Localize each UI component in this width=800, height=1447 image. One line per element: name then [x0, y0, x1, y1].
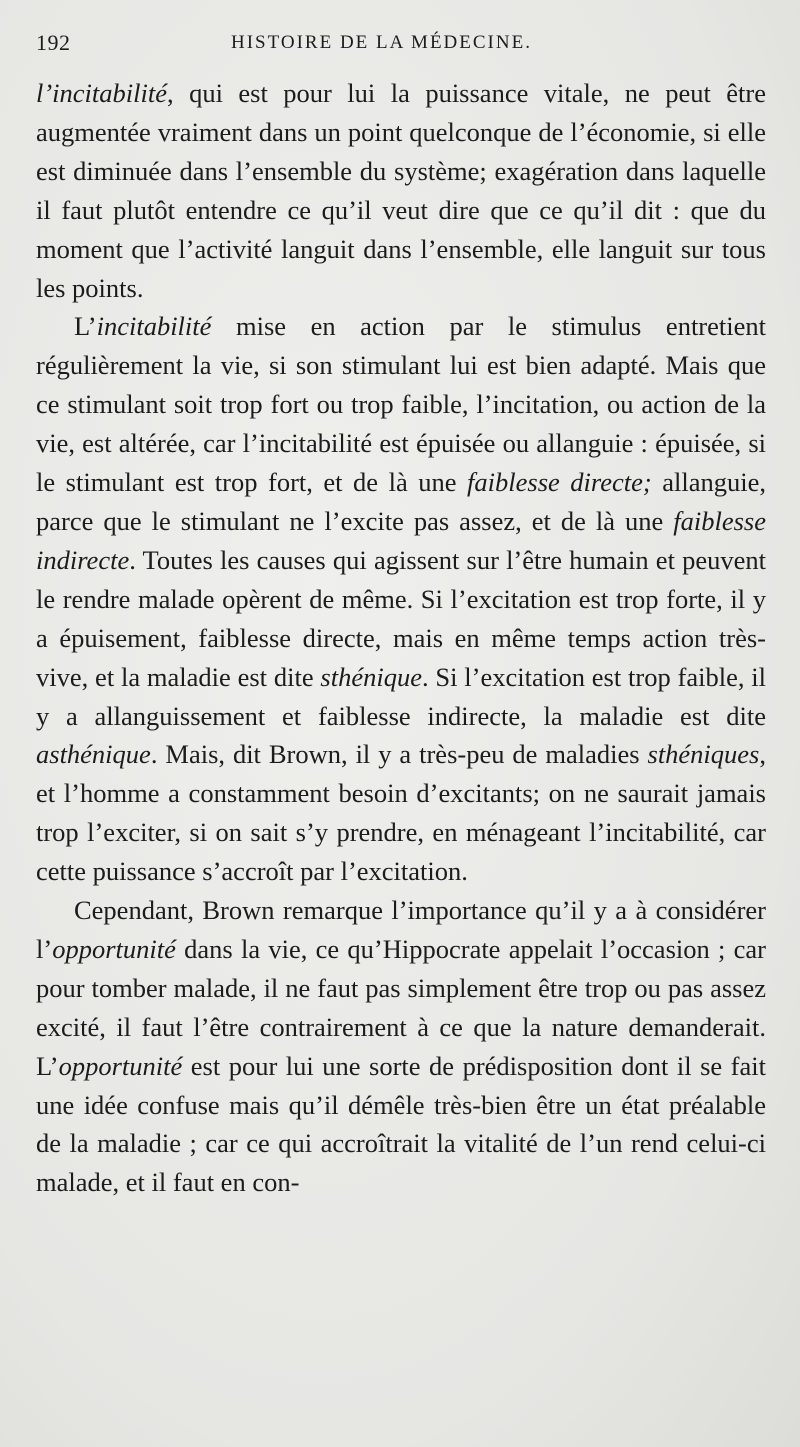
running-title: HISTOIRE DE LA MÉDECINE. [231, 32, 532, 53]
italic-term: opportunité [52, 933, 176, 964]
italic-term: asthénique [36, 739, 151, 770]
page-number: 192 [36, 30, 71, 55]
italic-term: faiblesse indirecte [36, 505, 766, 575]
paragraph [36, 74, 766, 307]
italic-term: sthénique [320, 661, 422, 692]
text-run: . Toutes les causes qui agissent sur l’être humain et peuvent le rendre malade opèrent de même. Si l’excitation est trop forte, il y a épuisement, faiblesse directe, mais en même temps action très-vive, et la maladie est dite [36, 544, 766, 692]
body-text [36, 74, 766, 1202]
text-run: L’ [74, 311, 97, 342]
italic-term: l’incitabilité [36, 78, 167, 108]
text-run: mise en action par le stimulus entretient régulièrement la vie, si son stimulant lui est bien adapté. Mais que ce stimulant soit trop fort ou trop faible, l’incitation, ou action de la vie, est altérée, car l’incitabilité est épuisée ou allanguie : épuisée, si le stimulant est trop fort, et de là une [36, 311, 766, 498]
italic-term: sthéniques [647, 739, 760, 770]
text-run: , et l’homme a constamment besoin d’excitants; on ne saurait jamais trop l’exciter, si on sait s’y prendre, en ménageant l’incitabilité, car cette puissance s’accroît par l’excitation. [36, 739, 766, 887]
text-run: allanguie, parce que le stimulant ne l’excite pas assez, et de là une [36, 467, 767, 536]
paragraph [36, 891, 766, 1202]
italic-term: incitabilité [96, 311, 212, 342]
italic-term: opportunité [58, 1050, 183, 1081]
text-run: . Si l’excitation est trop faible, il y a allanguissement et faiblesse indirecte, la maladie est dite [36, 661, 766, 731]
text-run: Cependant, Brown remarque l’importance qu’il y a à considérer l’ [36, 895, 766, 964]
text-run: dans la vie, ce qu’Hippocrate appelait l’occasion ; car pour tomber malade, il ne faut pas simplement être trop ou pas assez excité, il faut l’être contrairement à ce que la nature demanderait. L’ [36, 933, 766, 1081]
text-run: , qui est pour lui la puissance vitale, ne peut être augmentée vraiment dans un point quelconque de l’économie, si elle est diminuée dans l’ensemble du système; exagération dans laquelle il faut plutôt entendre ce qu’il veut dire que ce qu’il dit : que du moment que l’activité languit dans l’ensemble, elle languit sur tous les points. [36, 78, 766, 303]
text-run: . Mais, dit Brown, il y a très-peu de maladies [150, 739, 648, 770]
page-header [36, 30, 766, 64]
text-run: est pour lui une sorte de prédisposition dont il se fait une idée confuse mais qu’il démêle très-bien être un état préalable de la maladie ; car ce qui accroîtrait la vitalité de l’un rend celui-ci malade, et il faut en con- [36, 1050, 766, 1198]
paragraph [36, 307, 766, 891]
italic-term: faiblesse directe; [467, 467, 652, 498]
